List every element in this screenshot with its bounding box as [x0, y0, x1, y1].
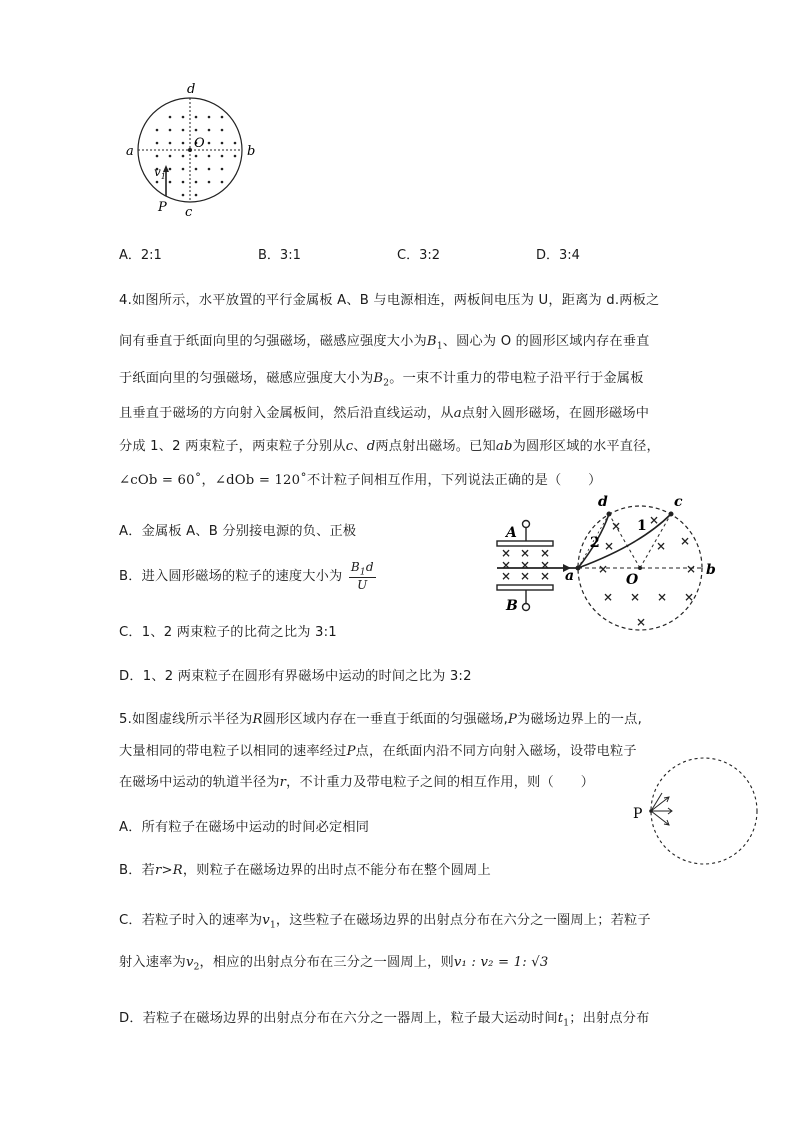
field-cross: ×	[604, 539, 615, 553]
q5-line-2: 大量相同的带电粒子以相同的速率经过P点，在纸面内沿不同方向射入磁场，设带电粒子	[119, 744, 637, 759]
field-dot	[182, 194, 185, 197]
field-cross: ×	[501, 569, 512, 583]
q5-option-a: A．所有粒子在磁场中运动的时间必定相同	[119, 820, 370, 835]
field-dot	[195, 168, 198, 171]
q4-line-1: 4.如图所示，水平放置的平行金属板 A、B 与电源相连，两板间电压为 U，距离为 d.两板之	[119, 293, 660, 308]
field-dot	[182, 116, 185, 119]
field-dot	[234, 155, 237, 158]
label-plate-B: B	[506, 598, 518, 614]
field-cross: ×	[540, 569, 551, 583]
q5-figure	[628, 752, 763, 872]
field-cross: ×	[520, 558, 531, 572]
label-beam-1: 1	[637, 518, 647, 534]
field-dot	[195, 181, 198, 184]
field-cross: ×	[501, 558, 512, 572]
label-v1: $v_1$	[154, 165, 166, 181]
label-beam-2: 2	[590, 535, 600, 551]
q5-line-3: 在磁场中运动的轨道半径为r，不计重力及带电粒子之间的相互作用，则（ ）	[119, 775, 595, 790]
label-c: c	[185, 205, 193, 220]
field-dot	[208, 181, 211, 184]
field-cross: ×	[680, 534, 691, 548]
field-dot	[182, 181, 185, 184]
velocity-fraction: $\frac{B_1d}{U}$	[350, 560, 374, 593]
q4-option-b: B．进入圆形磁场的粒子的速度大小为 $\frac{B_1d}{U}$	[119, 560, 374, 593]
label-a: a	[126, 144, 134, 159]
field-cross: ×	[656, 539, 667, 553]
field-dot	[208, 116, 211, 119]
field-dot	[221, 142, 224, 145]
field-dot	[221, 155, 224, 158]
q5-option-b: B．若r>R，则粒子在磁场边界的出时点不能分布在整个圆周上	[119, 863, 491, 878]
field-dot	[195, 116, 198, 119]
label-b: b	[706, 562, 716, 578]
q4-line-4: 且垂直于磁场的方向射入金属板间，然后沿直线运动，从a点射入圆形磁场，在圆形磁场中	[119, 406, 650, 421]
field-cross: ×	[649, 513, 660, 527]
field-dot	[208, 168, 211, 171]
q4-line-5: 分成 1、2 两束粒子，两束粒子分别从c、d两点射出磁场。已知ab为圆形区域的水平直径，	[119, 439, 660, 454]
field-dot	[182, 129, 185, 132]
center-point	[188, 148, 192, 152]
point-a	[576, 566, 581, 571]
field-dot	[169, 181, 172, 184]
field-dot	[169, 168, 172, 171]
q4-option-a: A．金属板 A、B 分别接电源的负、正极	[119, 524, 357, 539]
q3-option-b: B．3:1	[258, 248, 301, 263]
q5-line-1: 5.如图虚线所示半径为R圆形区域内存在一垂直于纸面的匀强磁场,P为磁场边界上的一点,	[119, 712, 642, 727]
field-cross: ×	[686, 562, 697, 576]
label-a: a	[565, 568, 575, 584]
point-d	[607, 512, 612, 517]
field-cross: ×	[657, 590, 668, 604]
q3-option-a: A．2:1	[119, 248, 162, 263]
field-dot	[156, 129, 159, 132]
field-dot	[195, 194, 198, 197]
label-d: d	[187, 82, 196, 97]
label-plate-A: A	[506, 525, 517, 541]
q4-option-d: D．1、2 两束粒子在圆形有界磁场中运动的时间之比为 3:2	[119, 669, 472, 684]
field-dot	[195, 155, 198, 158]
label-c: c	[674, 494, 683, 510]
field-dot	[208, 142, 211, 145]
q5-option-c-line-1: C．若粒子时入的速率为$v_1$，这些粒子在磁场边界的出射点分布在六分之一圈周上；若粒子	[119, 913, 651, 931]
field-dot	[182, 142, 185, 145]
plate-field-crosses	[501, 546, 550, 583]
field-cross: ×	[540, 558, 551, 572]
label-P: P	[633, 806, 643, 822]
field-dot	[221, 129, 224, 132]
q3-option-d: D．3:4	[536, 248, 580, 263]
field-cross: ×	[611, 519, 622, 533]
field-dot	[156, 155, 159, 158]
q4-line-2: 间有垂直于纸面向里的匀强磁场，磁感应强度大小为$B_1$、圆心为 O 的圆形区域内存在垂直	[119, 334, 650, 352]
field-cross: ×	[636, 615, 647, 629]
label-b: b	[247, 144, 256, 159]
magnetic-field-dots	[156, 116, 237, 197]
label-O: O	[626, 572, 639, 588]
field-cross: ×	[520, 546, 531, 560]
velocity-arrows	[651, 793, 672, 825]
label-O: O	[194, 136, 205, 151]
q5-option-d: D．若粒子在磁场边界的出射点分布在六分之一器周上，粒子最大运动时间$t_1$；出射点分布	[119, 1011, 650, 1029]
q4-line-6: ∠cOb = 60˚，∠dOb = 120˚不计粒子间相互作用，下列说法正确的是（ ）	[119, 473, 602, 488]
field-dot	[156, 142, 159, 145]
field-cross: ×	[520, 569, 531, 583]
field-cross: ×	[603, 590, 614, 604]
field-dot	[182, 168, 185, 171]
field-cross: ×	[540, 546, 551, 560]
field-dot	[169, 155, 172, 158]
point-O	[638, 566, 642, 570]
field-cross: ×	[630, 590, 641, 604]
field-dot	[208, 155, 211, 158]
point-c	[669, 512, 674, 517]
q3-option-c: C．3:2	[397, 248, 440, 263]
field-dot	[195, 129, 198, 132]
label-P: P	[158, 200, 167, 215]
field-cross: ×	[501, 546, 512, 560]
field-cross: ×	[598, 562, 609, 576]
circle-field-crosses	[598, 513, 696, 629]
field-dot	[234, 142, 237, 145]
q3-figure	[120, 78, 270, 223]
field-dot	[169, 116, 172, 119]
field-dot	[221, 168, 224, 171]
field-dot	[208, 129, 211, 132]
q5-option-c-line-2: 射入速率为$v_2$，相应的出射点分布在三分之一圆周上，则v₁ : v₂ = 1: √3	[119, 955, 549, 973]
field-dot	[182, 155, 185, 158]
q4-line-3: 于纸面向里的匀强磁场，磁感应强度大小为$B_2$。一束不计重力的带电粒子沿平行于金属板	[119, 371, 644, 389]
q4-option-c: C．1、2 两束粒子的比荷之比为 3:1	[119, 625, 337, 640]
label-d: d	[598, 494, 608, 510]
velocity-arrowhead	[163, 165, 169, 172]
field-cross: ×	[684, 590, 695, 604]
field-dot	[156, 181, 159, 184]
field-dot	[221, 116, 224, 119]
field-dot	[169, 129, 172, 132]
q4-figure	[488, 490, 724, 640]
field-dot	[221, 181, 224, 184]
field-dot	[169, 142, 172, 145]
